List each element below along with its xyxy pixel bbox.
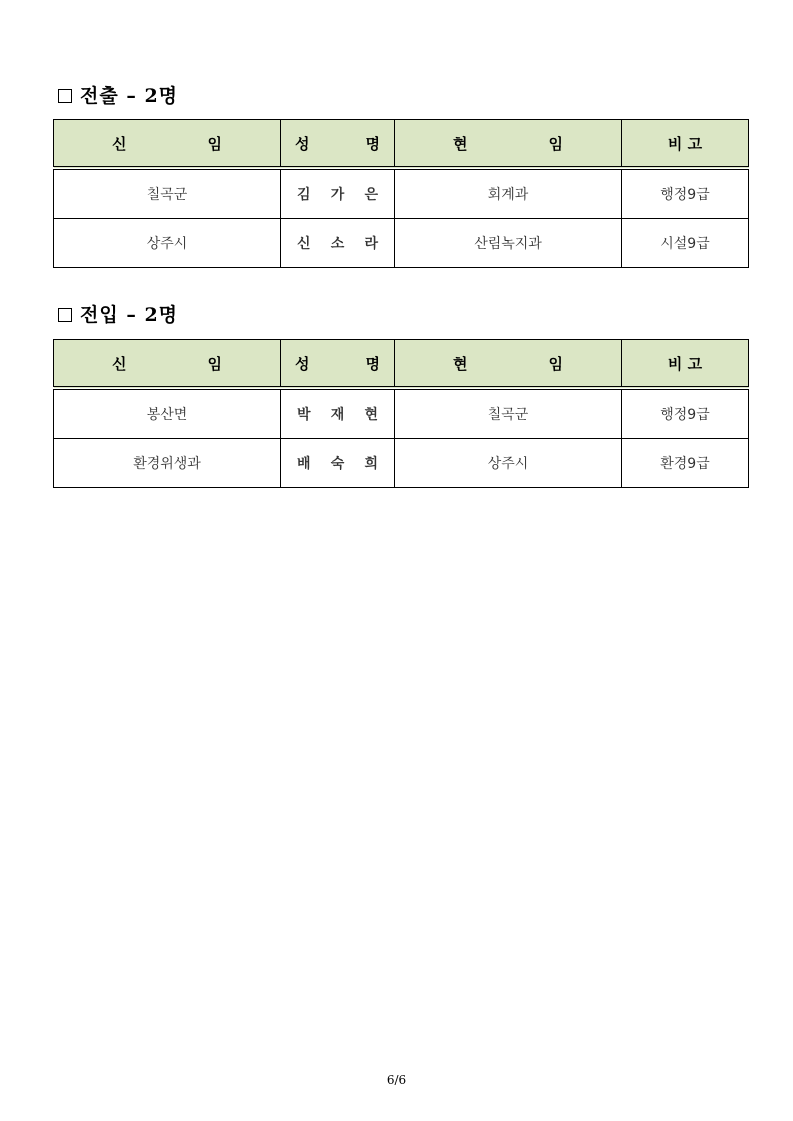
- header-char: 임: [207, 354, 222, 373]
- header-char: 명: [365, 134, 380, 153]
- header-name: [281, 120, 395, 169]
- name-char: 현: [364, 407, 378, 423]
- name-char: 희: [364, 456, 378, 472]
- header-char: 신: [112, 134, 127, 153]
- cell-new-post: 상주시: [54, 219, 281, 268]
- cell-new-post: 칠곡군: [54, 168, 281, 219]
- cell-name: [281, 439, 395, 488]
- cell-new-post: 환경위생과: [54, 439, 281, 488]
- section-title-text: 전출 – 2명: [80, 85, 179, 107]
- cell-note: 행정9급: [622, 168, 749, 219]
- transfer-out-table: [53, 119, 749, 268]
- section-title-transfer-in: [58, 303, 178, 327]
- cell-name: [281, 219, 395, 268]
- header-char: 현: [453, 134, 468, 153]
- table-header-row: [54, 120, 749, 169]
- header-char: 명: [365, 354, 380, 373]
- name-char: 숙: [330, 456, 345, 472]
- checkbox-square-icon: [58, 89, 72, 103]
- cell-current-post: 산림녹지과: [395, 219, 622, 268]
- name-char: 배: [297, 456, 311, 472]
- name-char: 라: [364, 236, 378, 252]
- header-current-post: [395, 120, 622, 169]
- cell-current-post: 상주시: [395, 439, 622, 488]
- header-name: [281, 340, 395, 389]
- header-char: 성: [295, 354, 310, 373]
- header-char: 임: [548, 354, 563, 373]
- header-char: 임: [207, 134, 222, 153]
- header-char: 성: [295, 134, 310, 153]
- table-row: [54, 168, 749, 219]
- cell-current-post: 회계과: [395, 168, 622, 219]
- cell-note: 환경9급: [622, 439, 749, 488]
- checkbox-square-icon: [58, 308, 72, 322]
- cell-name: [281, 168, 395, 219]
- name-char: 재: [330, 407, 345, 423]
- header-note: 비 고: [622, 120, 749, 169]
- name-char: 김: [297, 187, 311, 203]
- name-char: 박: [297, 407, 311, 423]
- name-char: 소: [330, 236, 345, 252]
- section-title-transfer-out: [58, 84, 178, 108]
- cell-current-post: 칠곡군: [395, 388, 622, 439]
- header-char: 신: [112, 354, 127, 373]
- header-new-post: [54, 340, 281, 389]
- table-row: [54, 219, 749, 268]
- header-new-post: [54, 120, 281, 169]
- page-number: 6/6: [386, 1073, 407, 1087]
- header-current-post: [395, 340, 622, 389]
- name-char: 은: [364, 187, 378, 203]
- table-header-row: [54, 340, 749, 389]
- header-char: 현: [453, 354, 468, 373]
- header-note: 비 고: [622, 340, 749, 389]
- name-char: 신: [297, 236, 311, 252]
- cell-note: 시설9급: [622, 219, 749, 268]
- header-char: 임: [548, 134, 563, 153]
- section-title-text: 전입 – 2명: [80, 304, 179, 326]
- cell-name: [281, 388, 395, 439]
- table-row: [54, 388, 749, 439]
- table-row: [54, 439, 749, 488]
- name-char: 가: [330, 187, 345, 203]
- transfer-in-table: [53, 339, 749, 488]
- cell-note: 행정9급: [622, 388, 749, 439]
- cell-new-post: 봉산면: [54, 388, 281, 439]
